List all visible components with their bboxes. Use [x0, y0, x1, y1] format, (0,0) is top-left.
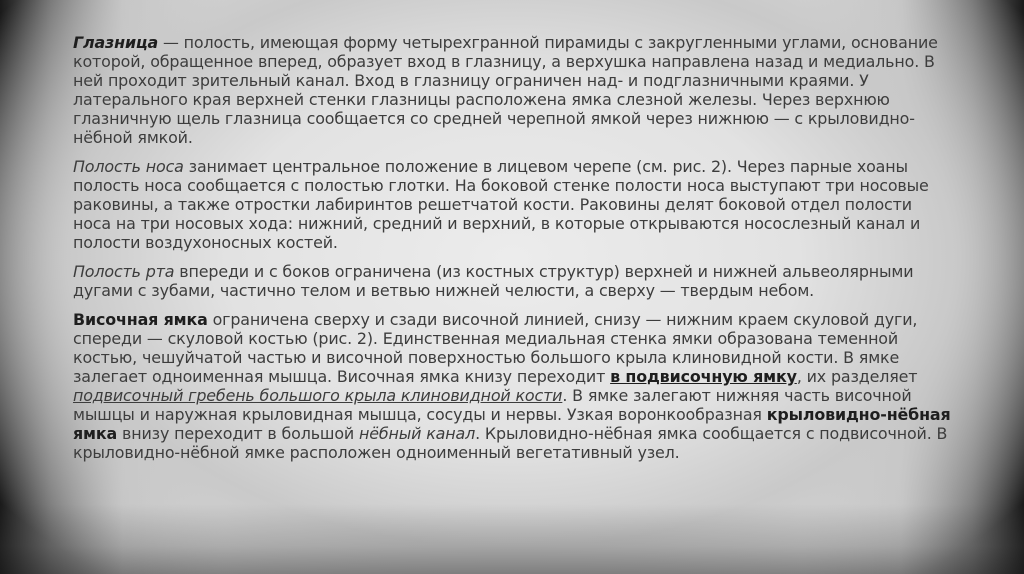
term-infratemporal-fossa: в подвисочную ямку — [610, 367, 797, 386]
term-oral-cavity: Полость рта — [73, 262, 175, 281]
paragraph-text: занимает центральное положение в лицевом черепе (см. рис. 2). Через парные хоаны полость носа сообщается с полостью глотки. На боковой стенке полости носа выступают три носовые раковины, а также отростки лабиринтов решетчатой кости. Раковины делят боковой отдел полости носа на три носовых хода: нижний, средний и верхний, в которые открываются носослезный канал и полости воздухоносных костей. — [73, 157, 929, 252]
term-orbit: Глазница — [73, 33, 159, 52]
term-temporal-fossa: Височная ямка — [73, 310, 208, 329]
term-nasal-cavity: Полость носа — [73, 157, 184, 176]
paragraph-text: — полость, имеющая форму четырехгранной пирамиды с закругленными углами, основание которой, обращенное вперед, образует вход в глазницу, а верхушка направлена назад и медиально. В ней проходит зрительный канал. Вход в глазницу ограничен над- и подглазничными краями. У латерального края верхней стенки глазницы расположена ямка слезной железы. Через верхнюю глазничную щель глазница сообщается со средней черепной ямкой через нижнюю — с крыловидно-нёбной ямкой. — [73, 33, 938, 147]
term-infratemporal-crest: подвисочный гребень большого крыла клиновидной кости — [73, 386, 563, 405]
paragraph-oral-cavity — [73, 262, 953, 300]
paragraph-text: , их разделяет — [796, 367, 918, 386]
paragraph-orbit — [73, 33, 953, 147]
paragraph-text: . В ямке залегают нижняя часть височной мышцы и наружная крыловидная мышца, сосуды и нервы. Узкая воронкообразная — [73, 386, 912, 424]
paragraph-text: внизу переходит в большой — [117, 424, 359, 443]
paragraph-temporal-fossa — [73, 310, 953, 462]
paragraph-text: ограничена сверху и сзади височной линией, снизу — нижним краем скуловой дуги, спереди — скуловой костью (рис. 2). Единственная медиальная стенка ямки образована теменной костью, чешуйчатой частью и височной поверхностью большого крыла клиновидной кости. В ямке залегает одноименная мышца. Височная ямка книзу переходит — [73, 310, 918, 386]
term-pterygopalatine-fossa: крыловидно-нёбная ямка — [73, 405, 951, 443]
paragraph-text: . Крыловидно-нёбная ямка сообщается с подвисочной. В крыловидно-нёбной ямке расположен одноименный вегетативный узел. — [73, 424, 948, 462]
paragraph-text: впереди и с боков ограничена (из костных структур) верхней и нижней альвеолярными дугами с зубами, частично телом и ветвью нижней челюсти, а сверху — твердым небом. — [73, 262, 914, 300]
term-greater-palatine-canal: нёбный канал — [358, 424, 476, 443]
text-body — [73, 33, 953, 472]
paragraph-nasal-cavity — [73, 157, 953, 252]
